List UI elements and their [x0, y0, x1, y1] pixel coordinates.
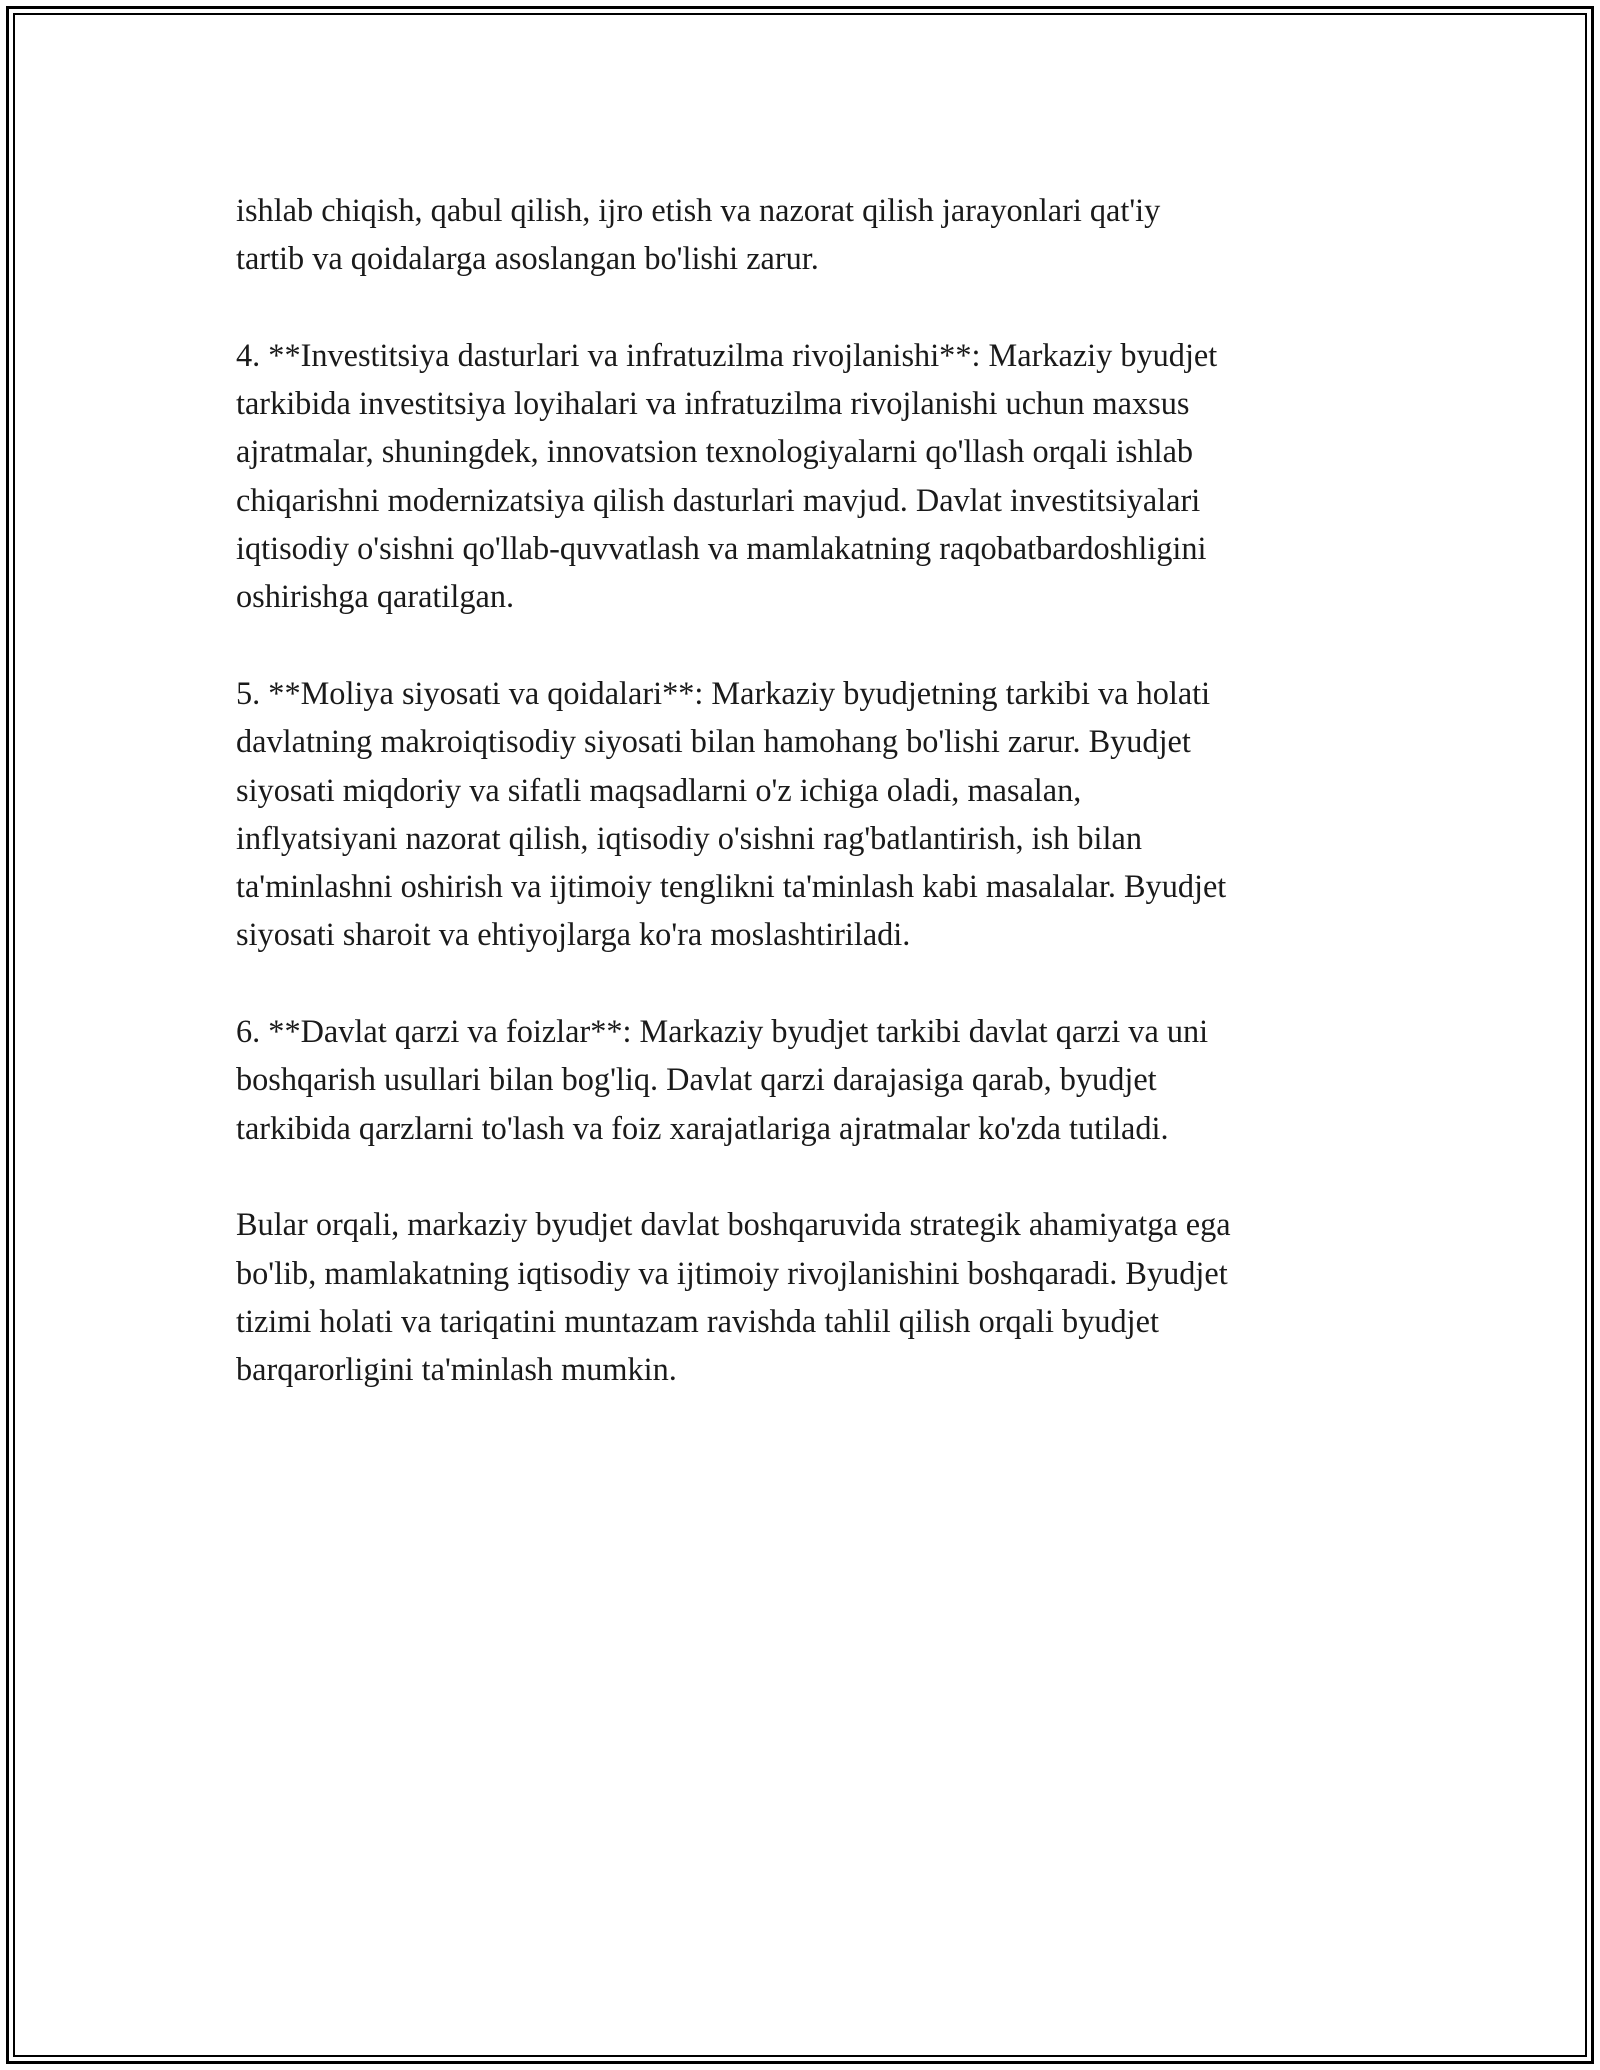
text-line: Bular orqali, markaziy byudjet davlat boshqaruvida strategik ahamiyatga ega	[236, 1206, 1231, 1243]
text-line: barqarorligini ta'minlash mumkin.	[236, 1351, 677, 1388]
text-line: iqtisodiy o'sishni qo'llab-quvvatlash va mamlakatning raqobatbardoshligini	[236, 530, 1207, 567]
paragraph-conclusion	[236, 1200, 1376, 1393]
paragraph-item-5	[236, 669, 1376, 959]
text-line: siyosati sharoit va ehtiyojlarga ko'ra moslashtiriladi.	[236, 916, 911, 953]
text-line: tartib va qoidalarga asoslangan bo'lishi zarur.	[236, 240, 819, 277]
text-line: siyosati miqdoriy va sifatli maqsadlarni o'z ichiga oladi, masalan,	[236, 771, 1082, 808]
text-line: tarkibida investitsiya loyihalari va infratuzilma rivojlanishi uchun maxsus	[236, 385, 1190, 422]
text-line: tizimi holati va tariqatini muntazam ravishda tahlil qilish orqali byudjet	[236, 1302, 1159, 1339]
text-line: inflyatsiyani nazorat qilish, iqtisodiy o'sishni rag'batlantirish, ish bilan	[236, 819, 1142, 856]
text-line: oshirishga qaratilgan.	[236, 578, 515, 615]
paragraph-item-6	[236, 1007, 1376, 1152]
text-line: ishlab chiqish, qabul qilish, ijro etish va nazorat qilish jarayonlari qat'iy	[236, 192, 1161, 228]
text-line: bo'lib, mamlakatning iqtisodiy va ijtimoiy rivojlanishini boshqaradi. Byudjet	[236, 1254, 1228, 1291]
text-line: 5. **Moliya siyosati va qoidalari**: Markaziy byudjetning tarkibi va holati	[236, 674, 1211, 711]
paragraph-item-4	[236, 331, 1376, 621]
text-line: 4. **Investitsiya dasturlari va infratuzilma rivojlanishi**: Markaziy byudjet	[236, 336, 1218, 373]
text-line: ajratmalar, shuningdek, innovatsion texnologiyalarni qo'llash orqali ishlab	[236, 433, 1194, 470]
document-body	[236, 186, 1376, 1442]
text-line: ta'minlashni oshirish va ijtimoiy tenglikni ta'minlash kabi masalalar. Byudjet	[236, 868, 1227, 905]
text-line: tarkibida qarzlarni to'lash va foiz xarajatlariga ajratmalar ko'zda tutiladi.	[236, 1109, 1169, 1146]
paragraph-continuation	[236, 186, 1376, 283]
text-line: davlatning makroiqtisodiy siyosati bilan hamohang bo'lishi zarur. Byudjet	[236, 723, 1191, 760]
text-line: boshqarish usullari bilan bog'liq. Davlat qarzi darajasiga qarab, byudjet	[236, 1061, 1157, 1098]
text-line: 6. **Davlat qarzi va foizlar**: Markaziy byudjet tarkibi davlat qarzi va uni	[236, 1013, 1209, 1050]
text-line: chiqarishni modernizatsiya qilish dasturlari mavjud. Davlat investitsiyalari	[236, 481, 1201, 518]
